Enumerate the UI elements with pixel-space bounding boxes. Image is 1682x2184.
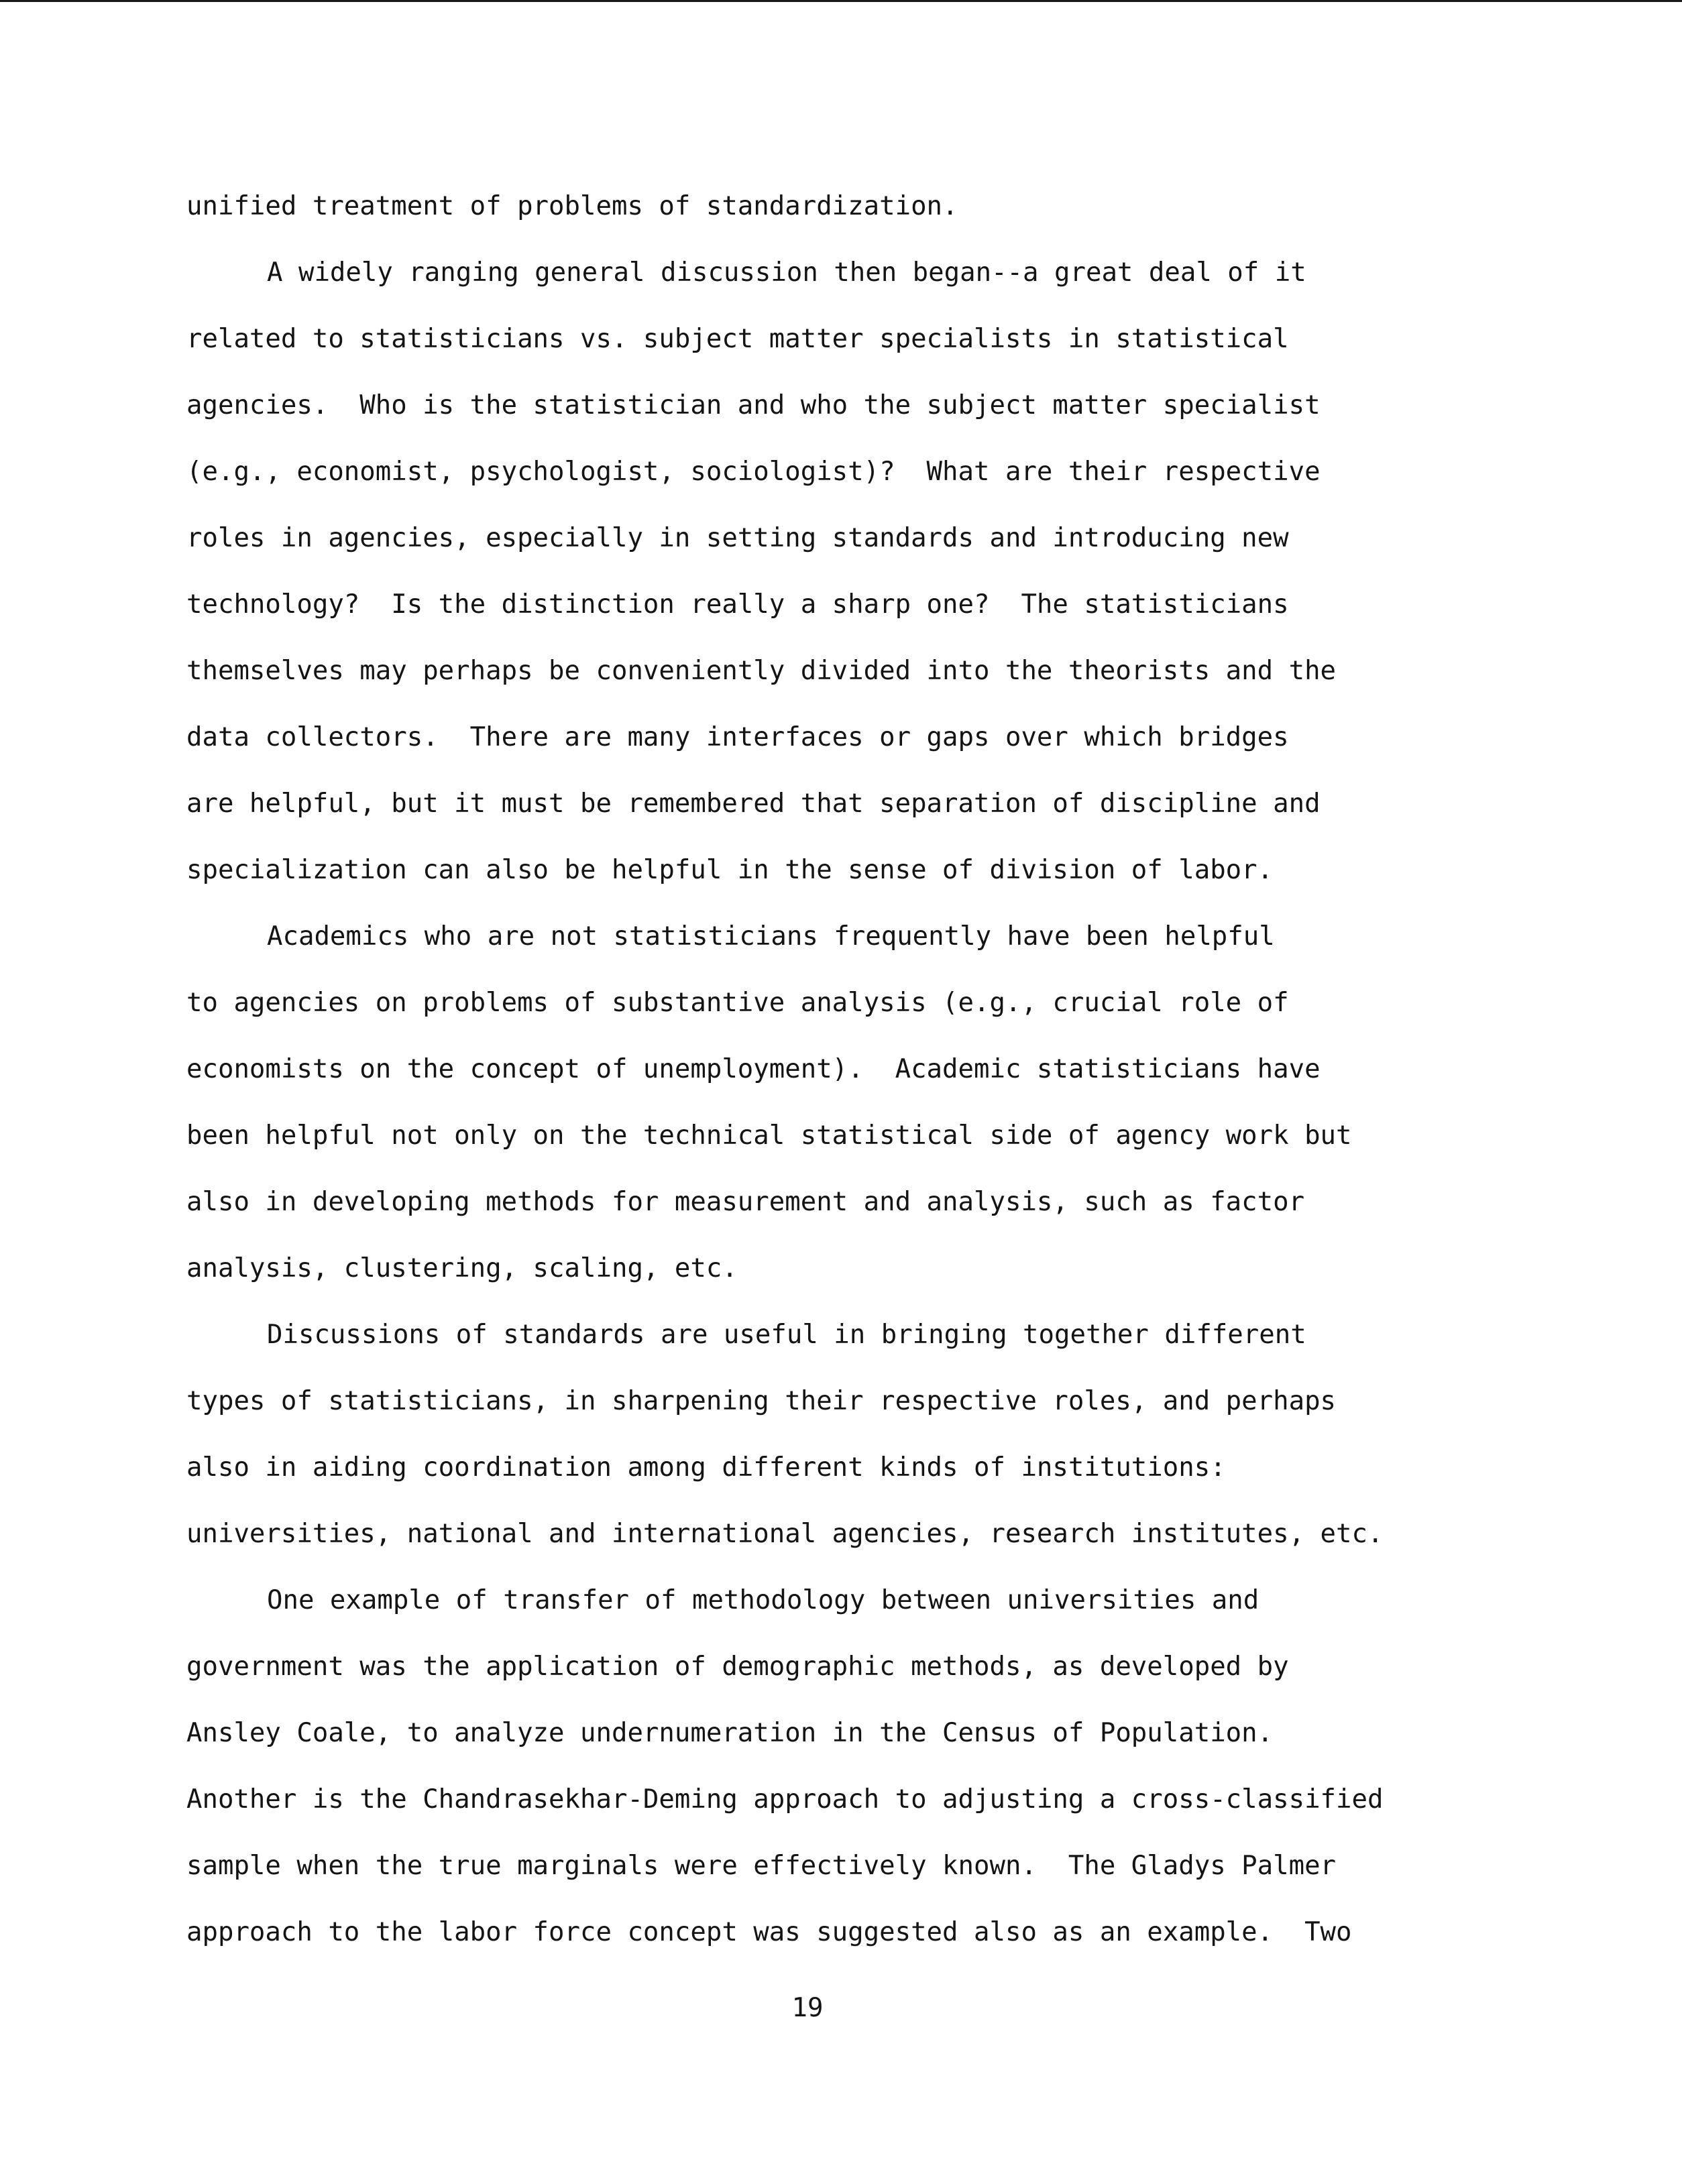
text-line: related to statisticians vs. subject matter specialists in statistical bbox=[186, 324, 1289, 354]
text-line: government was the application of demographic methods, as developed by bbox=[186, 1652, 1289, 1682]
text-line: sample when the true marginals were effectively known. The Gladys Palmer bbox=[186, 1851, 1337, 1881]
text-line: been helpful not only on the technical statistical side of agency work but bbox=[186, 1120, 1352, 1151]
text-line: Discussions of standards are useful in bringing together different bbox=[267, 1320, 1306, 1350]
text-line: Another is the Chandrasekhar-Deming approach to adjusting a cross-classified bbox=[186, 1784, 1384, 1815]
text-line: Ansley Coale, to analyze undernumeration in the Census of Population. bbox=[186, 1718, 1274, 1748]
page-body bbox=[186, 173, 1474, 1965]
top-border-rule bbox=[0, 0, 1682, 2]
text-line: Academics who are not statisticians frequently have been helpful bbox=[267, 921, 1275, 952]
text-line: universities, national and international agencies, research institutes, etc. bbox=[186, 1519, 1384, 1549]
page-number: 19 bbox=[791, 1993, 824, 2023]
text-line: specialization can also be helpful in the sense of division of labor. bbox=[186, 855, 1274, 885]
paragraph-2 bbox=[186, 239, 1474, 903]
paragraph-4 bbox=[186, 1302, 1474, 1567]
paragraph-3 bbox=[186, 903, 1474, 1302]
text-line: unified treatment of problems of standardization. bbox=[186, 191, 958, 221]
text-line: also in developing methods for measurement and analysis, such as factor bbox=[186, 1187, 1305, 1217]
text-line: to agencies on problems of substantive analysis (e.g., crucial role of bbox=[186, 988, 1289, 1018]
text-line: are helpful, but it must be remembered that separation of discipline and bbox=[186, 789, 1321, 819]
text-line: also in aiding coordination among different kinds of institutions: bbox=[186, 1452, 1226, 1483]
paragraph-5 bbox=[186, 1567, 1474, 1965]
text-line: economists on the concept of unemployment). Academic statisticians have bbox=[186, 1054, 1321, 1084]
text-line: technology? Is the distinction really a sharp one? The statisticians bbox=[186, 589, 1289, 620]
paragraph-1 bbox=[186, 173, 1474, 239]
text-line: data collectors. There are many interfaces or gaps over which bridges bbox=[186, 722, 1289, 752]
text-line: approach to the labor force concept was suggested also as an example. Two bbox=[186, 1917, 1352, 1947]
text-line: (e.g., economist, psychologist, sociologist)? What are their respective bbox=[186, 457, 1321, 487]
text-line: agencies. Who is the statistician and who the subject matter specialist bbox=[186, 390, 1321, 420]
text-line: analysis, clustering, scaling, etc. bbox=[186, 1253, 738, 1283]
text-line: roles in agencies, especially in setting standards and introducing new bbox=[186, 523, 1289, 553]
text-line: A widely ranging general discussion then began--a great deal of it bbox=[267, 257, 1306, 288]
text-line: One example of transfer of methodology between universities and bbox=[267, 1585, 1259, 1615]
text-line: themselves may perhaps be conveniently divided into the theorists and the bbox=[186, 656, 1337, 686]
text-line: types of statisticians, in sharpening their respective roles, and perhaps bbox=[186, 1386, 1337, 1416]
